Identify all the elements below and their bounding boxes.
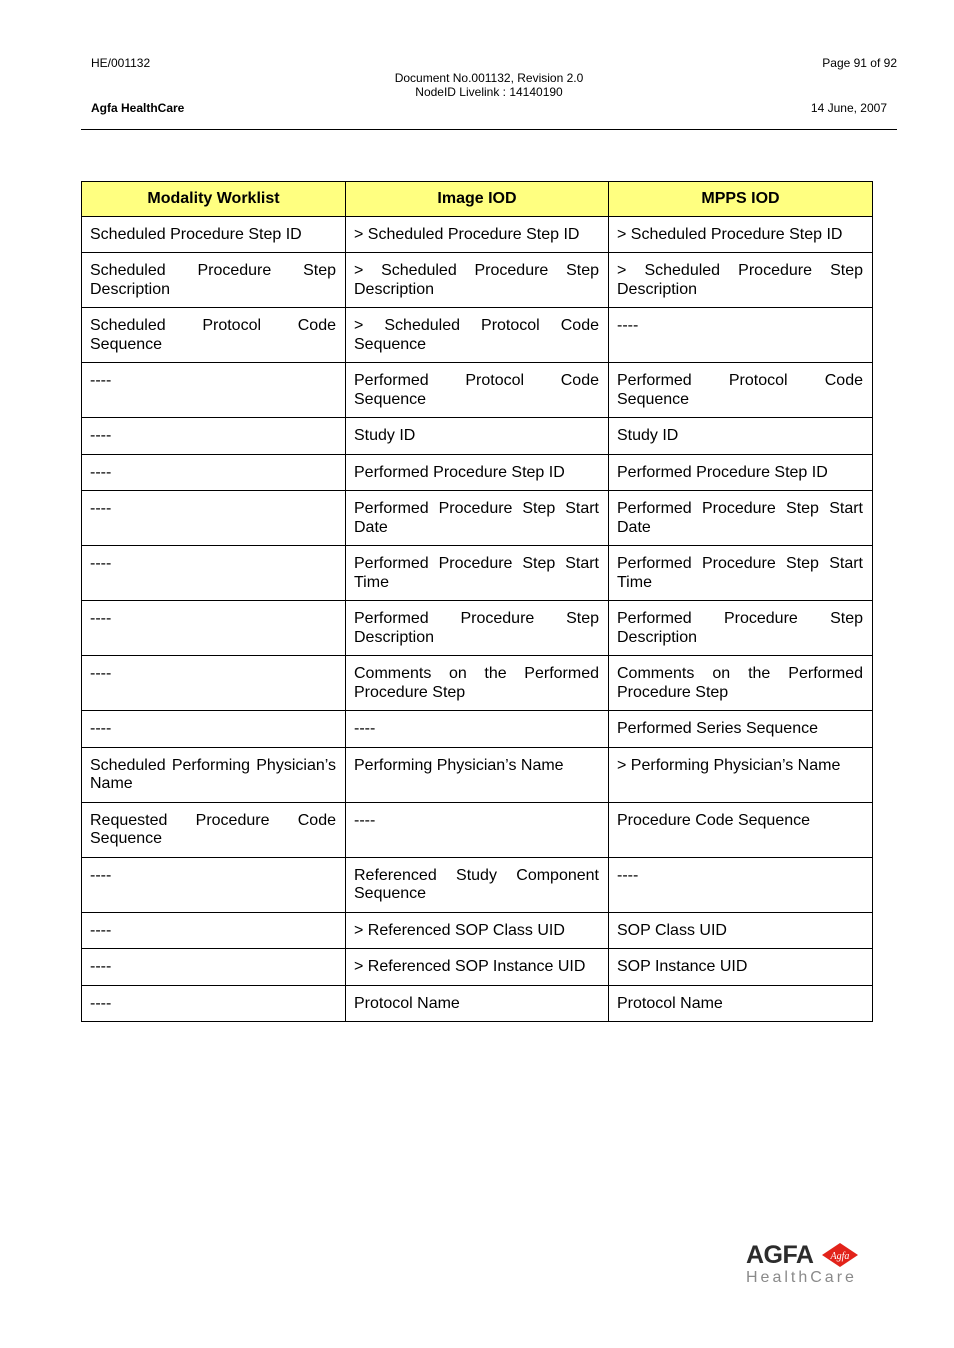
table-cell: Performed Procedure Step Start Date bbox=[346, 491, 609, 546]
table-cell: SOP Instance UID bbox=[609, 949, 873, 986]
table-cell: ---- bbox=[609, 857, 873, 912]
table-cell: > Scheduled Protocol Code Sequence bbox=[346, 308, 609, 363]
table-cell: > Scheduled Procedure Step Description bbox=[346, 253, 609, 308]
table-cell: ---- bbox=[82, 454, 346, 491]
header-divider bbox=[81, 129, 897, 130]
logo-brand: AGFA bbox=[746, 1241, 814, 1269]
table-cell: Comments on the Performed Procedure Step bbox=[346, 656, 609, 711]
agfa-diamond-icon bbox=[820, 1242, 860, 1268]
table-cell: Performed Procedure Step Start Time bbox=[346, 546, 609, 601]
table-cell: ---- bbox=[346, 802, 609, 857]
table-cell: Performing Physician’s Name bbox=[346, 747, 609, 802]
table-row bbox=[82, 546, 873, 601]
table-cell: ---- bbox=[82, 912, 346, 949]
table-cell: Comments on the Performed Procedure Step bbox=[609, 656, 873, 711]
table-cell: Performed Procedure Step Start Time bbox=[609, 546, 873, 601]
table-cell: SOP Class UID bbox=[609, 912, 873, 949]
logo-subtitle: HealthCare bbox=[746, 1269, 857, 1286]
column-header: Modality Worklist bbox=[82, 182, 346, 217]
table-cell: ---- bbox=[82, 985, 346, 1022]
table-cell: Referenced Study Component Sequence bbox=[346, 857, 609, 912]
table-cell: Scheduled Protocol Code Sequence bbox=[82, 308, 346, 363]
logo-tag: Agfa bbox=[830, 1251, 850, 1262]
table-cell: Performed Procedure Step Start Date bbox=[609, 491, 873, 546]
column-header: MPPS IOD bbox=[609, 182, 873, 217]
table-cell: Performed Procedure Step ID bbox=[346, 454, 609, 491]
document-date: 14 June, 2007 bbox=[810, 101, 887, 115]
table-row bbox=[82, 308, 873, 363]
table-row bbox=[82, 454, 873, 491]
table-cell: ---- bbox=[346, 711, 609, 748]
node-id: NodeID Livelink : 14140190 bbox=[415, 85, 563, 99]
table-cell: ---- bbox=[82, 656, 346, 711]
table-cell: > Scheduled Procedure Step ID bbox=[346, 216, 609, 253]
table-cell: ---- bbox=[82, 949, 346, 986]
table-cell: > Performing Physician’s Name bbox=[609, 747, 873, 802]
table-row bbox=[82, 802, 873, 857]
table-cell: > Scheduled Procedure Step ID bbox=[609, 216, 873, 253]
document-number: Document No.001132, Revision 2.0 bbox=[394, 71, 584, 85]
table-cell: Performed Protocol Code Sequence bbox=[609, 363, 873, 418]
table-cell: Scheduled Procedure Step ID bbox=[82, 216, 346, 253]
table-cell: ---- bbox=[609, 308, 873, 363]
agfa-healthcare-logo bbox=[746, 1241, 866, 1291]
table-row bbox=[82, 711, 873, 748]
table-cell: Protocol Name bbox=[609, 985, 873, 1022]
table-cell: Requested Procedure Code Sequence bbox=[82, 802, 346, 857]
table-row bbox=[82, 857, 873, 912]
table-cell: Performed Procedure Step Description bbox=[609, 601, 873, 656]
table-cell: > Referenced SOP Class UID bbox=[346, 912, 609, 949]
page-number: Page 91 of 92 bbox=[822, 56, 897, 70]
table-row bbox=[82, 418, 873, 455]
table-cell: ---- bbox=[82, 418, 346, 455]
document-id: HE/001132 bbox=[91, 56, 151, 70]
table-cell: ---- bbox=[82, 601, 346, 656]
table-row bbox=[82, 363, 873, 418]
iod-mapping-table bbox=[81, 181, 873, 1022]
table-cell: Procedure Code Sequence bbox=[609, 802, 873, 857]
table-cell: ---- bbox=[82, 363, 346, 418]
table-row bbox=[82, 985, 873, 1022]
table-cell: Study ID bbox=[346, 418, 609, 455]
table-body bbox=[82, 216, 873, 1022]
table-cell: Performed Series Sequence bbox=[609, 711, 873, 748]
table-cell: Performed Procedure Step Description bbox=[346, 601, 609, 656]
table-row bbox=[82, 949, 873, 986]
table-row bbox=[82, 491, 873, 546]
table-cell: > Scheduled Procedure Step Description bbox=[609, 253, 873, 308]
company-name: Agfa HealthCare bbox=[91, 101, 185, 115]
column-header: Image IOD bbox=[346, 182, 609, 217]
table-cell: Scheduled Procedure Step Description bbox=[82, 253, 346, 308]
table-cell: ---- bbox=[82, 491, 346, 546]
table-row bbox=[82, 747, 873, 802]
table-cell: > Referenced SOP Instance UID bbox=[346, 949, 609, 986]
table-cell: ---- bbox=[82, 857, 346, 912]
table-cell: Protocol Name bbox=[346, 985, 609, 1022]
table-cell: ---- bbox=[82, 546, 346, 601]
table-header-row bbox=[82, 182, 873, 217]
table-cell: Study ID bbox=[609, 418, 873, 455]
table-row bbox=[82, 253, 873, 308]
table-cell: Scheduled Performing Physician’s Name bbox=[82, 747, 346, 802]
table-row bbox=[82, 601, 873, 656]
table-cell: Performed Procedure Step ID bbox=[609, 454, 873, 491]
table-cell: ---- bbox=[82, 711, 346, 748]
document-info bbox=[0, 71, 954, 99]
table-row bbox=[82, 912, 873, 949]
table-cell: Performed Protocol Code Sequence bbox=[346, 363, 609, 418]
table-row bbox=[82, 216, 873, 253]
table-row bbox=[82, 656, 873, 711]
